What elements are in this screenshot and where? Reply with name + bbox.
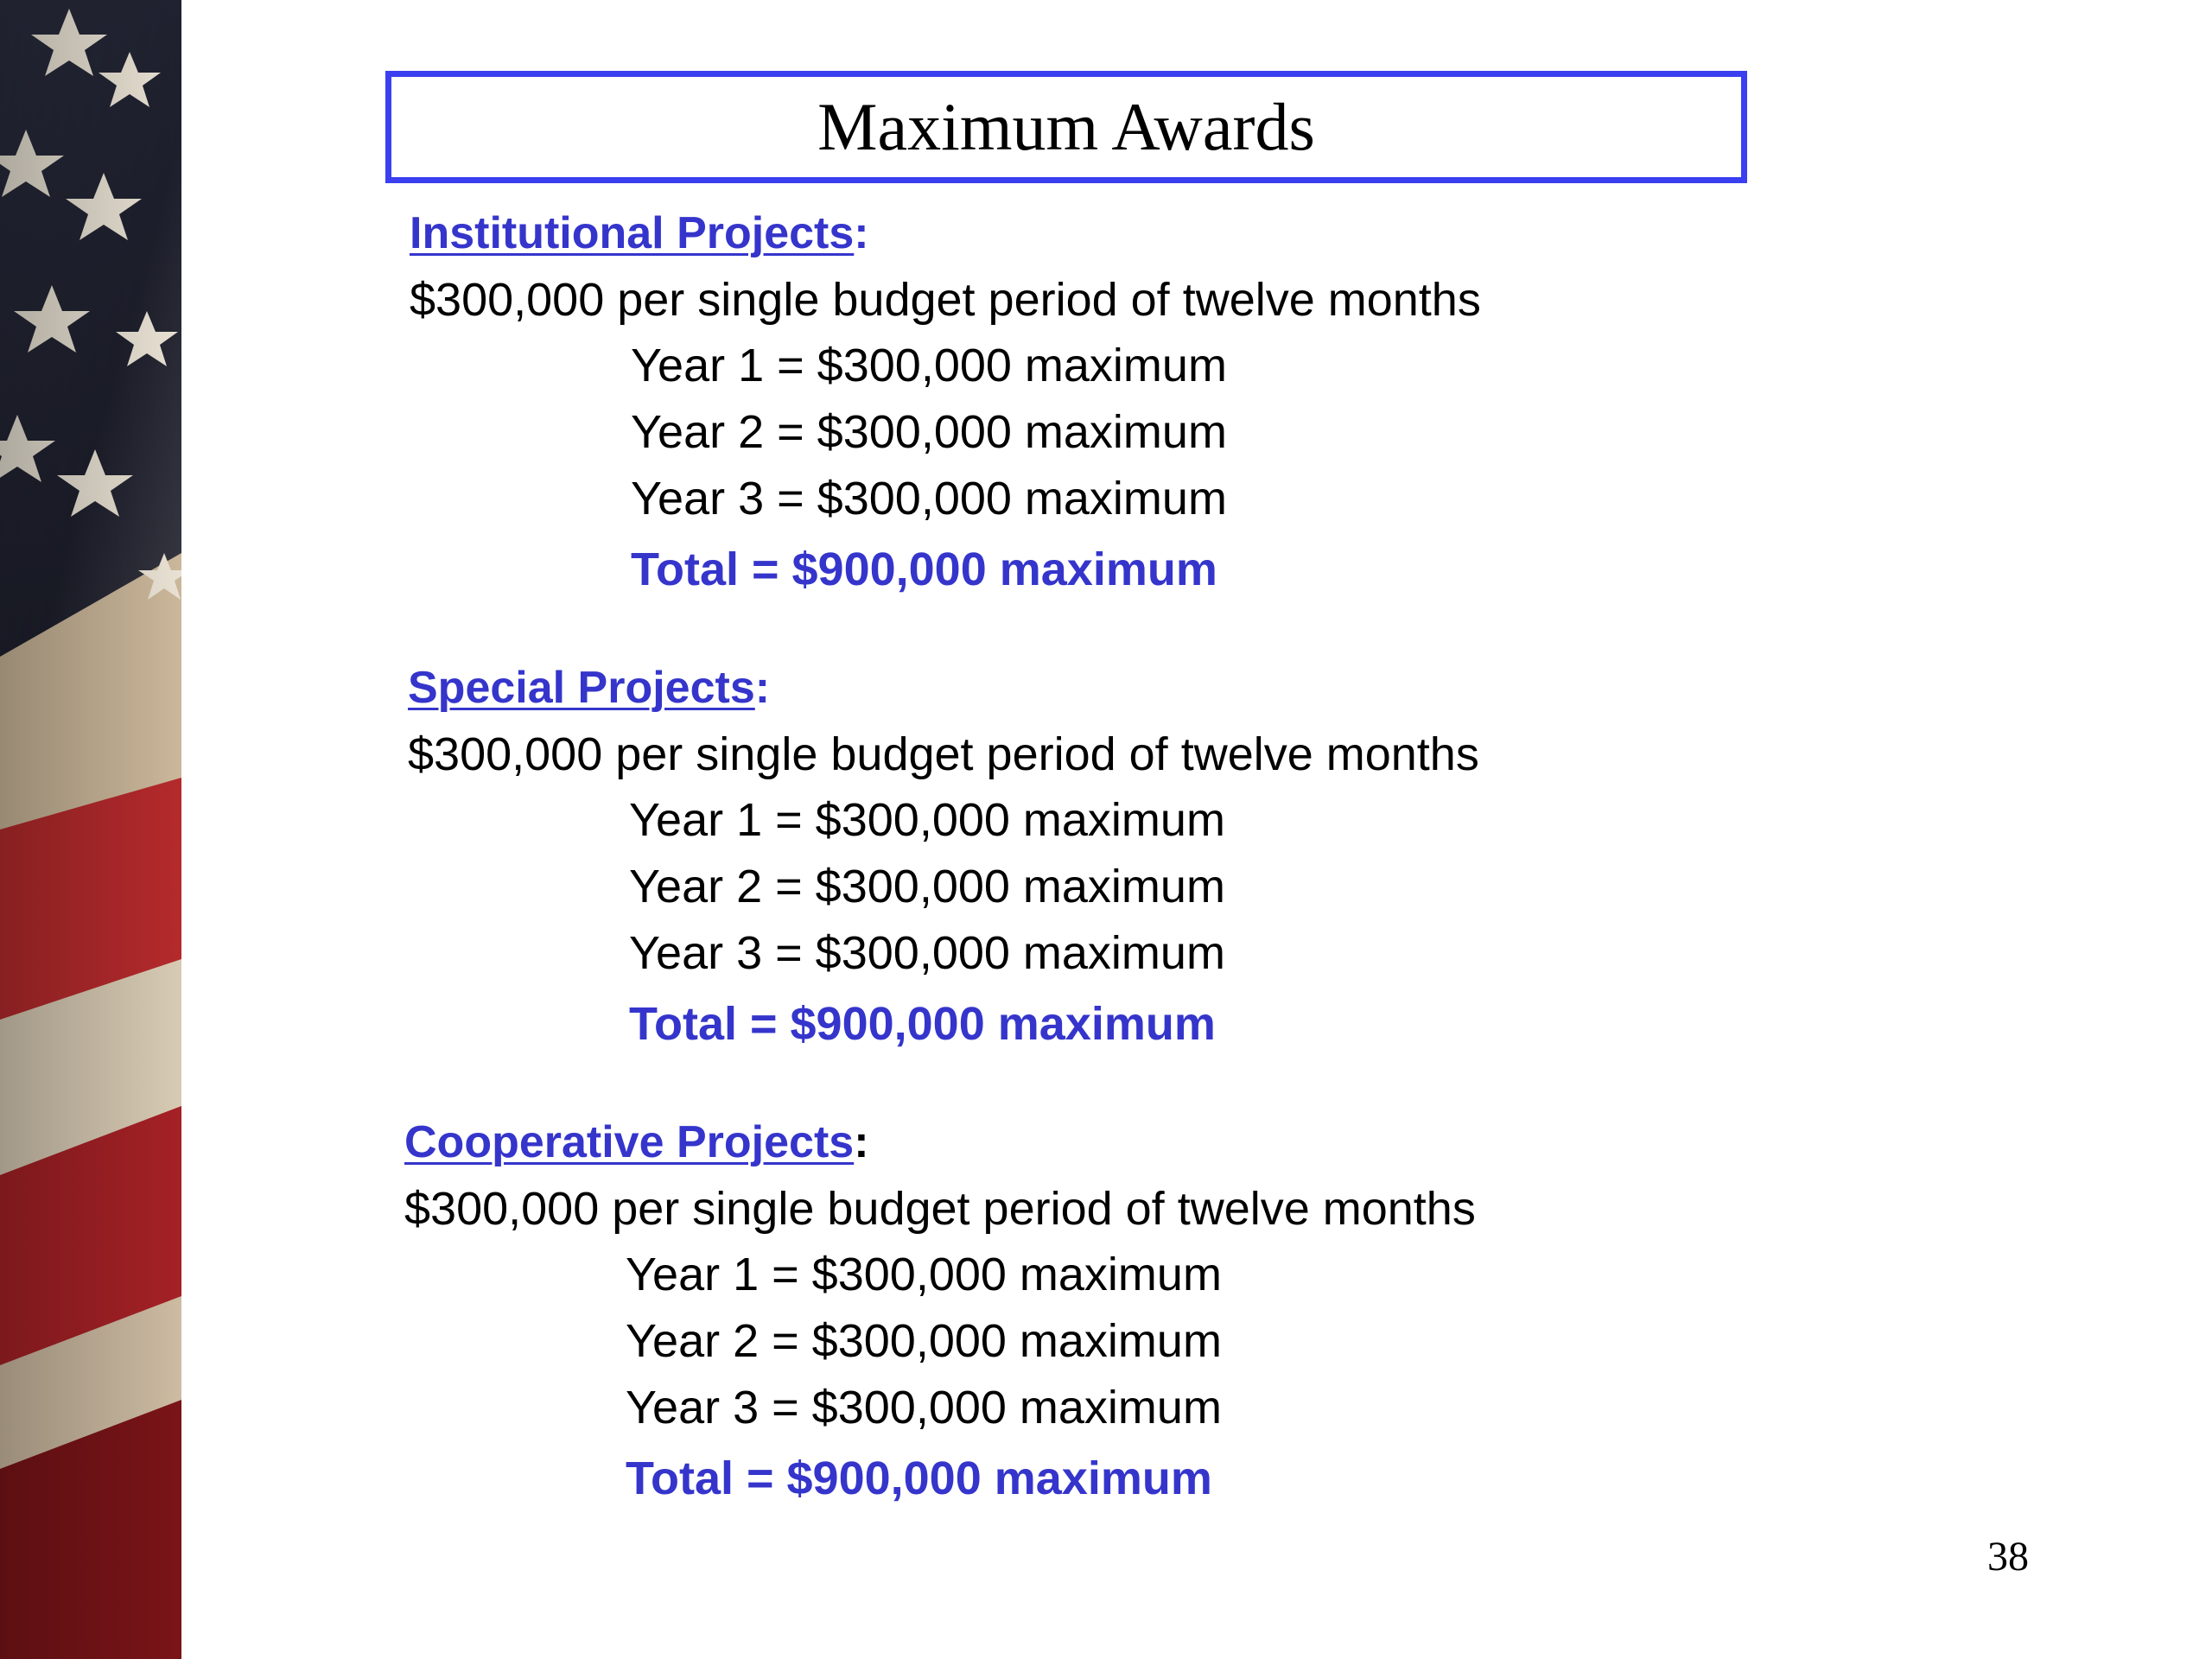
- year-line: Year 3 = $300,000 maximum: [629, 927, 1225, 979]
- year-line: Year 2 = $300,000 maximum: [626, 1315, 1222, 1367]
- section-heading-institutional: [410, 208, 869, 258]
- total-line: Total = $900,000 maximum: [629, 998, 1216, 1050]
- year-line: Year 3 = $300,000 maximum: [626, 1382, 1222, 1433]
- section-summary: $300,000 per single budget period of twelve months: [410, 274, 1481, 326]
- year-line: Year 1 = $300,000 maximum: [629, 794, 1225, 846]
- heading-label: Institutional Projects: [410, 208, 855, 258]
- heading-label: Special Projects: [408, 663, 755, 713]
- flag-graphic: [0, 0, 181, 1659]
- year-line: Year 1 = $300,000 maximum: [631, 340, 1227, 391]
- section-summary: $300,000 per single budget period of twelve months: [408, 728, 1479, 780]
- slide-title: Maximum Awards: [817, 89, 1315, 164]
- year-line: Year 3 = $300,000 maximum: [631, 473, 1227, 524]
- section-heading-special: [408, 663, 771, 713]
- year-line: Year 1 = $300,000 maximum: [626, 1249, 1222, 1300]
- year-line: Year 2 = $300,000 maximum: [631, 406, 1227, 458]
- heading-label: Cooperative Projects: [404, 1117, 855, 1167]
- section-heading-cooperative: [404, 1117, 869, 1167]
- page-number: 38: [1987, 1534, 2029, 1580]
- section-summary: $300,000 per single budget period of twelve months: [404, 1183, 1476, 1235]
- heading-colon: :: [854, 208, 869, 258]
- flag-image: [0, 0, 181, 1659]
- total-line: Total = $900,000 maximum: [631, 543, 1217, 595]
- heading-colon: :: [754, 663, 771, 713]
- heading-colon: :: [854, 1117, 869, 1167]
- total-line: Total = $900,000 maximum: [626, 1452, 1212, 1504]
- year-line: Year 2 = $300,000 maximum: [629, 861, 1225, 912]
- title-box: [385, 71, 1747, 183]
